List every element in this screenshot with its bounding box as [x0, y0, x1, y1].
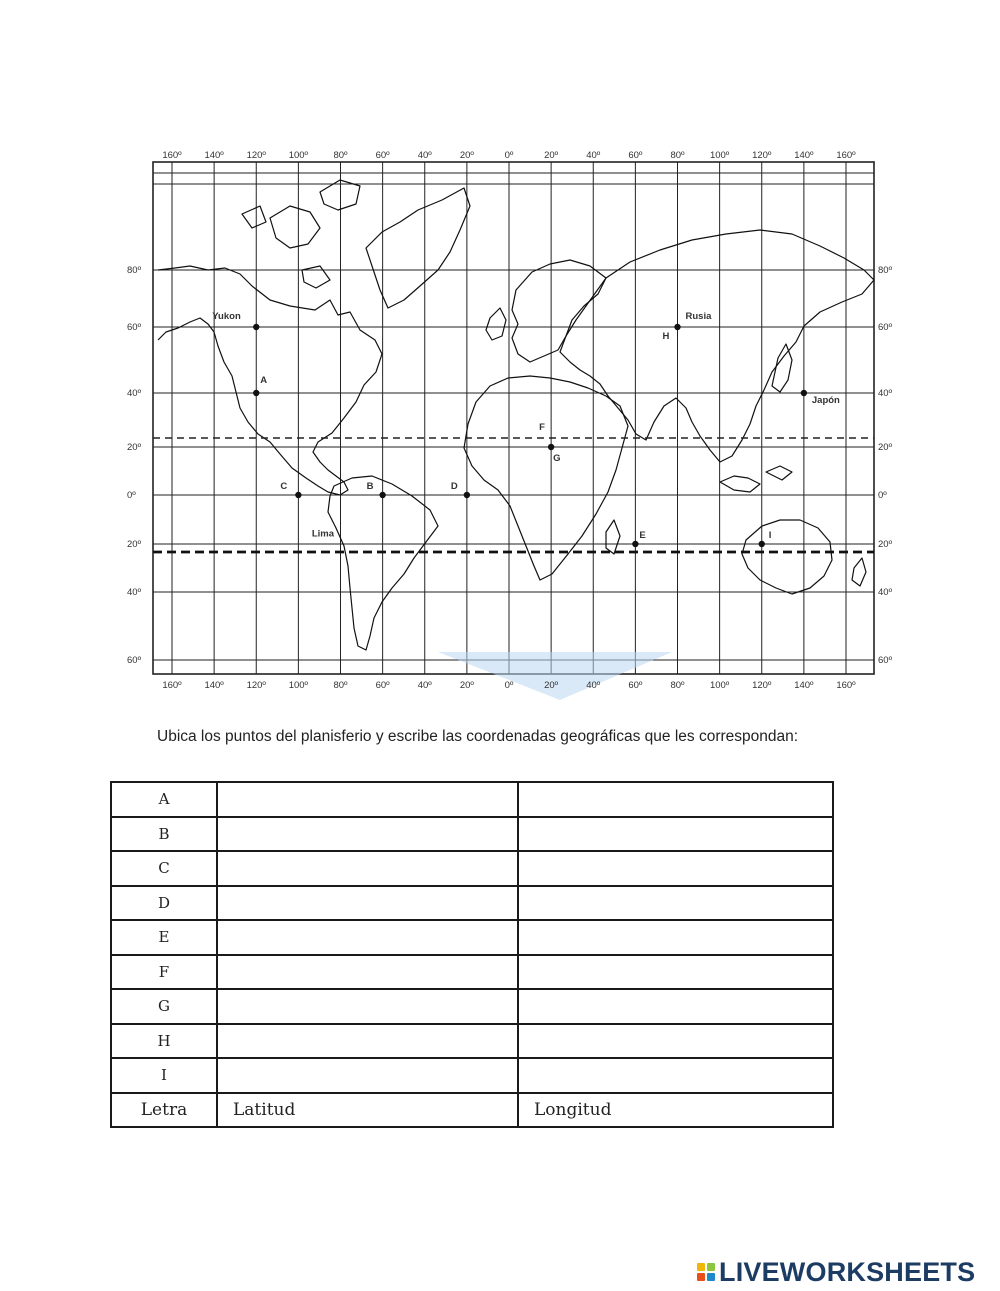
longitude-label: 160º [162, 150, 182, 161]
point-label: H [662, 331, 670, 342]
latitude-label: 80º [127, 265, 142, 276]
indonesia-outline [720, 466, 792, 492]
letter-header: Letra [111, 1093, 217, 1128]
map-points [212, 311, 840, 547]
latitude-input-cell[interactable] [217, 886, 518, 921]
longitude-label: 60º [375, 680, 390, 691]
longitude-label: 80º [670, 680, 685, 691]
table-row [111, 955, 833, 990]
longitude-input-cell[interactable] [518, 1024, 833, 1059]
table-row [111, 989, 833, 1024]
latitude-input-cell[interactable] [217, 989, 518, 1024]
point-marker [464, 492, 470, 498]
longitude-label: 40º [417, 150, 432, 161]
longitude-label: 160º [162, 680, 182, 691]
point-marker [548, 444, 554, 450]
latitude-labels-right [878, 265, 893, 666]
longitude-label: 20º [544, 150, 559, 161]
longitude-label: 80º [670, 150, 685, 161]
latitude-label: 20º [127, 442, 142, 453]
table-row [111, 817, 833, 852]
longitude-label: 140º [794, 680, 814, 691]
point-marker [295, 492, 301, 498]
longitude-input-cell[interactable] [518, 817, 833, 852]
letter-cell: I [111, 1058, 217, 1093]
world-map [120, 140, 920, 700]
latitude-input-cell[interactable] [217, 851, 518, 886]
liveworksheets-brand[interactable] [697, 1255, 975, 1289]
latitude-label: 60º [878, 322, 893, 333]
longitude-input-cell[interactable] [518, 851, 833, 886]
longitude-label: 100º [288, 680, 309, 691]
point-marker [253, 324, 259, 330]
point-marker [801, 390, 807, 396]
latitude-label: 40º [127, 587, 142, 598]
latitude-label: 0º [878, 490, 887, 501]
longitude-label: 120º [246, 150, 266, 161]
latitude-label: 20º [878, 442, 893, 453]
longitude-label: 0º [504, 680, 514, 691]
table-header-row [111, 1093, 833, 1128]
longitude-label: 80º [333, 150, 348, 161]
longitude-input-cell[interactable] [518, 920, 833, 955]
new-zealand-outline [852, 558, 866, 586]
longitude-label: 120º [752, 150, 772, 161]
longitude-label: 120º [752, 680, 772, 691]
brand-name: LIVEWORKSHEETS [719, 1256, 976, 1287]
madagascar-outline [606, 520, 620, 554]
point-label: Yukon [212, 311, 241, 322]
coordinates-table [110, 781, 834, 1128]
uk-outline [486, 308, 506, 340]
longitude-labels-bottom [162, 680, 856, 691]
latitude-input-cell[interactable] [217, 1058, 518, 1093]
longitude-label: 20º [459, 680, 474, 691]
latitude-label: 40º [878, 388, 893, 399]
longitude-label: 40º [586, 150, 601, 161]
north-america-outline [158, 266, 382, 495]
letter-cell: E [111, 920, 217, 955]
latitude-input-cell[interactable] [217, 817, 518, 852]
liveworksheets-logo-icon [697, 1263, 715, 1281]
longitude-label: 140º [204, 150, 224, 161]
longitude-label: 160º [836, 150, 856, 161]
longitude-label: 160º [836, 680, 856, 691]
longitude-input-cell[interactable] [518, 1058, 833, 1093]
latitude-label: 60º [127, 655, 142, 666]
letter-cell: B [111, 817, 217, 852]
point-label: Rusia [685, 311, 712, 322]
point-label: F [539, 422, 545, 433]
point-label: A [260, 375, 268, 386]
point-label: Japón [811, 395, 840, 406]
point-marker [759, 541, 765, 547]
latitude-header: Latitud [217, 1093, 518, 1128]
latitude-input-cell[interactable] [217, 955, 518, 990]
letter-cell: F [111, 955, 217, 990]
longitude-input-cell[interactable] [518, 886, 833, 921]
latitude-label: 0º [127, 490, 136, 501]
longitude-label: 0º [504, 150, 514, 161]
letter-cell: H [111, 1024, 217, 1059]
asia-outline [560, 230, 874, 462]
latitude-label: 20º [878, 539, 893, 550]
arctic-islands-outline [242, 180, 360, 288]
table-row [111, 851, 833, 886]
point-label: E [639, 530, 646, 541]
continents [158, 180, 874, 650]
australia-outline [742, 520, 832, 594]
longitude-input-cell[interactable] [518, 955, 833, 990]
latitude-label: 60º [127, 322, 142, 333]
letter-cell: A [111, 782, 217, 817]
longitude-label: 140º [204, 680, 224, 691]
longitude-label: 100º [288, 150, 309, 161]
grid-lines [153, 162, 874, 674]
table-row [111, 920, 833, 955]
longitude-label: 140º [794, 150, 814, 161]
point-label: Lima [311, 528, 335, 540]
point-label: B [366, 481, 374, 492]
letter-cell: D [111, 886, 217, 921]
latitude-labels-left [127, 265, 142, 666]
point-marker [632, 541, 638, 547]
longitude-label: 60º [628, 150, 643, 161]
letter-cell: G [111, 989, 217, 1024]
latitude-input-cell[interactable] [217, 920, 518, 955]
longitude-label: 60º [628, 680, 643, 691]
point-marker [674, 324, 680, 330]
longitude-label: 80º [333, 680, 348, 691]
longitude-label: 60º [375, 150, 390, 161]
world-map-svg [120, 140, 920, 700]
africa-outline [464, 376, 628, 580]
latitude-label: 40º [127, 388, 142, 399]
latitude-input-cell[interactable] [217, 1024, 518, 1059]
letter-cell: C [111, 851, 217, 886]
longitude-label: 20º [459, 150, 474, 161]
table-row [111, 886, 833, 921]
latitude-label: 20º [127, 539, 142, 550]
table-row [111, 1024, 833, 1059]
europe-outline [512, 260, 606, 362]
latitude-input-cell[interactable] [217, 782, 518, 817]
point-label: C [280, 481, 288, 492]
point-marker [253, 390, 259, 396]
blue-arrow-shape [438, 652, 672, 700]
longitude-label: 100º [709, 150, 730, 161]
table-row [111, 782, 833, 817]
instruction-text: Ubica los puntos del planisferio y escribe las coordenadas geográficas que les correspondan: [157, 728, 799, 745]
point-label: G [553, 453, 561, 464]
map-frame [153, 162, 874, 674]
table-row [111, 1058, 833, 1093]
longitude-label: 120º [246, 680, 266, 691]
longitude-labels-top [162, 150, 856, 161]
longitude-input-cell[interactable] [518, 989, 833, 1024]
point-marker [379, 492, 385, 498]
latitude-label: 60º [878, 655, 893, 666]
longitude-label: 100º [709, 680, 730, 691]
point-label: I [768, 530, 772, 541]
latitude-label: 40º [878, 587, 893, 598]
greenland-outline [366, 188, 470, 308]
longitude-label: 40º [417, 680, 432, 691]
longitude-label: 20º [544, 680, 559, 691]
longitude-header: Longitud [518, 1093, 833, 1128]
point-label: D [450, 481, 458, 492]
latitude-label: 80º [878, 265, 893, 276]
longitude-input-cell[interactable] [518, 782, 833, 817]
longitude-label: 40º [586, 680, 601, 691]
